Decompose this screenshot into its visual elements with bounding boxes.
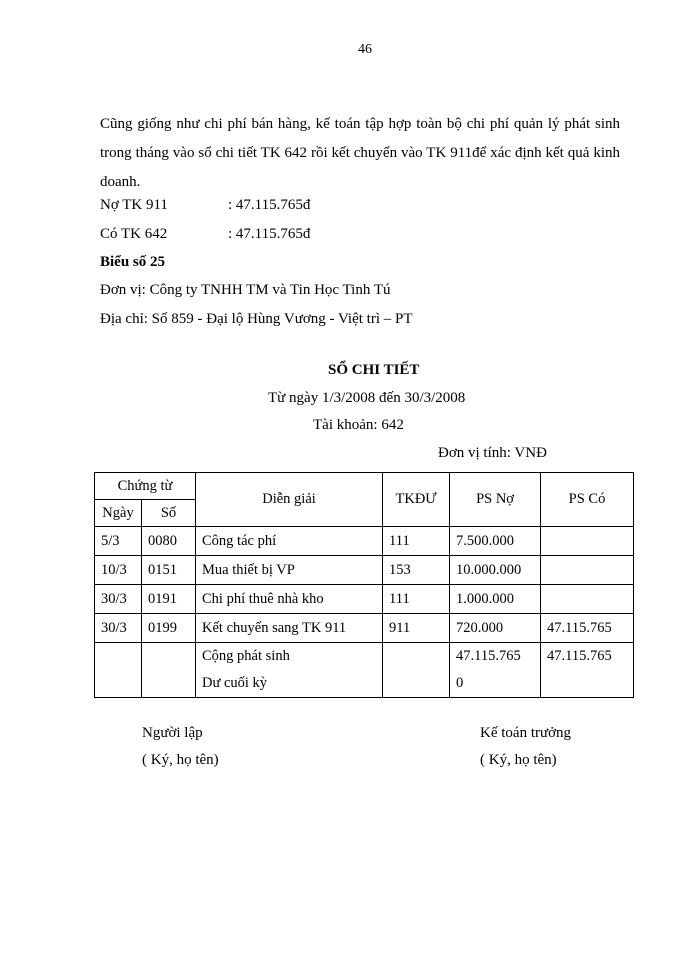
total-credit: 47.115.765 bbox=[547, 648, 612, 664]
cell-description: Mua thiết bị VP bbox=[196, 556, 383, 585]
debit-entry-value: : 47.115.765đ bbox=[228, 197, 311, 213]
header-date: Ngày bbox=[95, 500, 142, 527]
cell-debit: 720.000 bbox=[450, 614, 541, 643]
balance-label: Dư cuối kỳ bbox=[202, 675, 268, 691]
table-row bbox=[95, 527, 634, 556]
cell-number bbox=[142, 643, 196, 698]
cell-debit: 1.000.000 bbox=[450, 585, 541, 614]
table-row bbox=[95, 614, 634, 643]
ledger-account: Tài khoản: 642 bbox=[313, 417, 404, 433]
ledger-title: SỔ CHI TIẾT bbox=[328, 362, 420, 378]
table-row bbox=[95, 556, 634, 585]
page-number: 46 bbox=[358, 42, 372, 57]
cell-credit bbox=[541, 527, 634, 556]
intro-paragraph: Cũng giống như chi phí bán hàng, kế toán tập hợp toàn bộ chi phí quản lý phát sinh trong tháng vào sổ chi tiết TK 642 rồi kết chuyển vào TK 911để xác định kết quả kinh doanh. bbox=[100, 116, 620, 190]
total-label: Cộng phát sinh bbox=[202, 648, 290, 664]
cell-date: 30/3 bbox=[95, 585, 142, 614]
cell-credit bbox=[541, 585, 634, 614]
cell-debit: 10.000.000 bbox=[450, 556, 541, 585]
cell-account: 111 bbox=[383, 585, 450, 614]
cell-account: 153 bbox=[383, 556, 450, 585]
cell-description: Công tác phí bbox=[196, 527, 383, 556]
cell-date bbox=[95, 643, 142, 698]
debit-entry-label: Nợ TK 911 bbox=[100, 197, 168, 213]
cell-date: 30/3 bbox=[95, 614, 142, 643]
header-number: Số bbox=[142, 500, 196, 527]
credit-entry-value: : 47.115.765đ bbox=[228, 226, 311, 242]
cell-date: 5/3 bbox=[95, 527, 142, 556]
cell-number: 0080 bbox=[142, 527, 196, 556]
cell-account bbox=[383, 643, 450, 698]
address-line: Địa chỉ: Số 859 - Đại lộ Hùng Vương - Việt trì – PT bbox=[100, 311, 413, 327]
ledger-currency: Đơn vị tính: VNĐ bbox=[438, 445, 547, 461]
cell-number: 0151 bbox=[142, 556, 196, 585]
cell-credit: 47.115.765 bbox=[541, 614, 634, 643]
cell-credit bbox=[541, 556, 634, 585]
ledger-table bbox=[94, 472, 634, 698]
cell-description: Kết chuyển sang TK 911 bbox=[196, 614, 383, 643]
ledger-period: Từ ngày 1/3/2008 đến 30/3/2008 bbox=[268, 390, 466, 406]
cell-credit bbox=[541, 643, 634, 698]
table-row bbox=[95, 585, 634, 614]
table-row-total bbox=[95, 643, 634, 698]
header-debit: PS Nợ bbox=[450, 473, 541, 527]
cell-debit bbox=[450, 643, 541, 698]
cell-account: 111 bbox=[383, 527, 450, 556]
chief-accountant-note: ( Ký, họ tên) bbox=[480, 752, 557, 768]
cell-number: 0191 bbox=[142, 585, 196, 614]
preparer-note: ( Ký, họ tên) bbox=[142, 752, 219, 768]
credit-entry-label: Có TK 642 bbox=[100, 226, 168, 242]
total-debit: 47.115.765 bbox=[456, 648, 521, 664]
header-voucher: Chứng từ bbox=[95, 473, 196, 500]
header-credit: PS Có bbox=[541, 473, 634, 527]
cell-description bbox=[196, 643, 383, 698]
cell-date: 10/3 bbox=[95, 556, 142, 585]
chief-accountant-title: Kế toán trưởng bbox=[480, 725, 572, 741]
cell-number: 0199 bbox=[142, 614, 196, 643]
preparer-title: Người lập bbox=[142, 725, 203, 741]
cell-debit: 7.500.000 bbox=[450, 527, 541, 556]
balance-debit: 0 bbox=[456, 675, 464, 691]
cell-description: Chi phí thuê nhà kho bbox=[196, 585, 383, 614]
form-number: Biểu số 25 bbox=[100, 254, 166, 270]
cell-account: 911 bbox=[383, 614, 450, 643]
unit-line: Đơn vị: Công ty TNHH TM và Tin Học Tinh Tú bbox=[100, 282, 391, 298]
header-counter-account: TKĐƯ bbox=[383, 473, 450, 527]
header-description: Diễn giải bbox=[196, 473, 383, 527]
